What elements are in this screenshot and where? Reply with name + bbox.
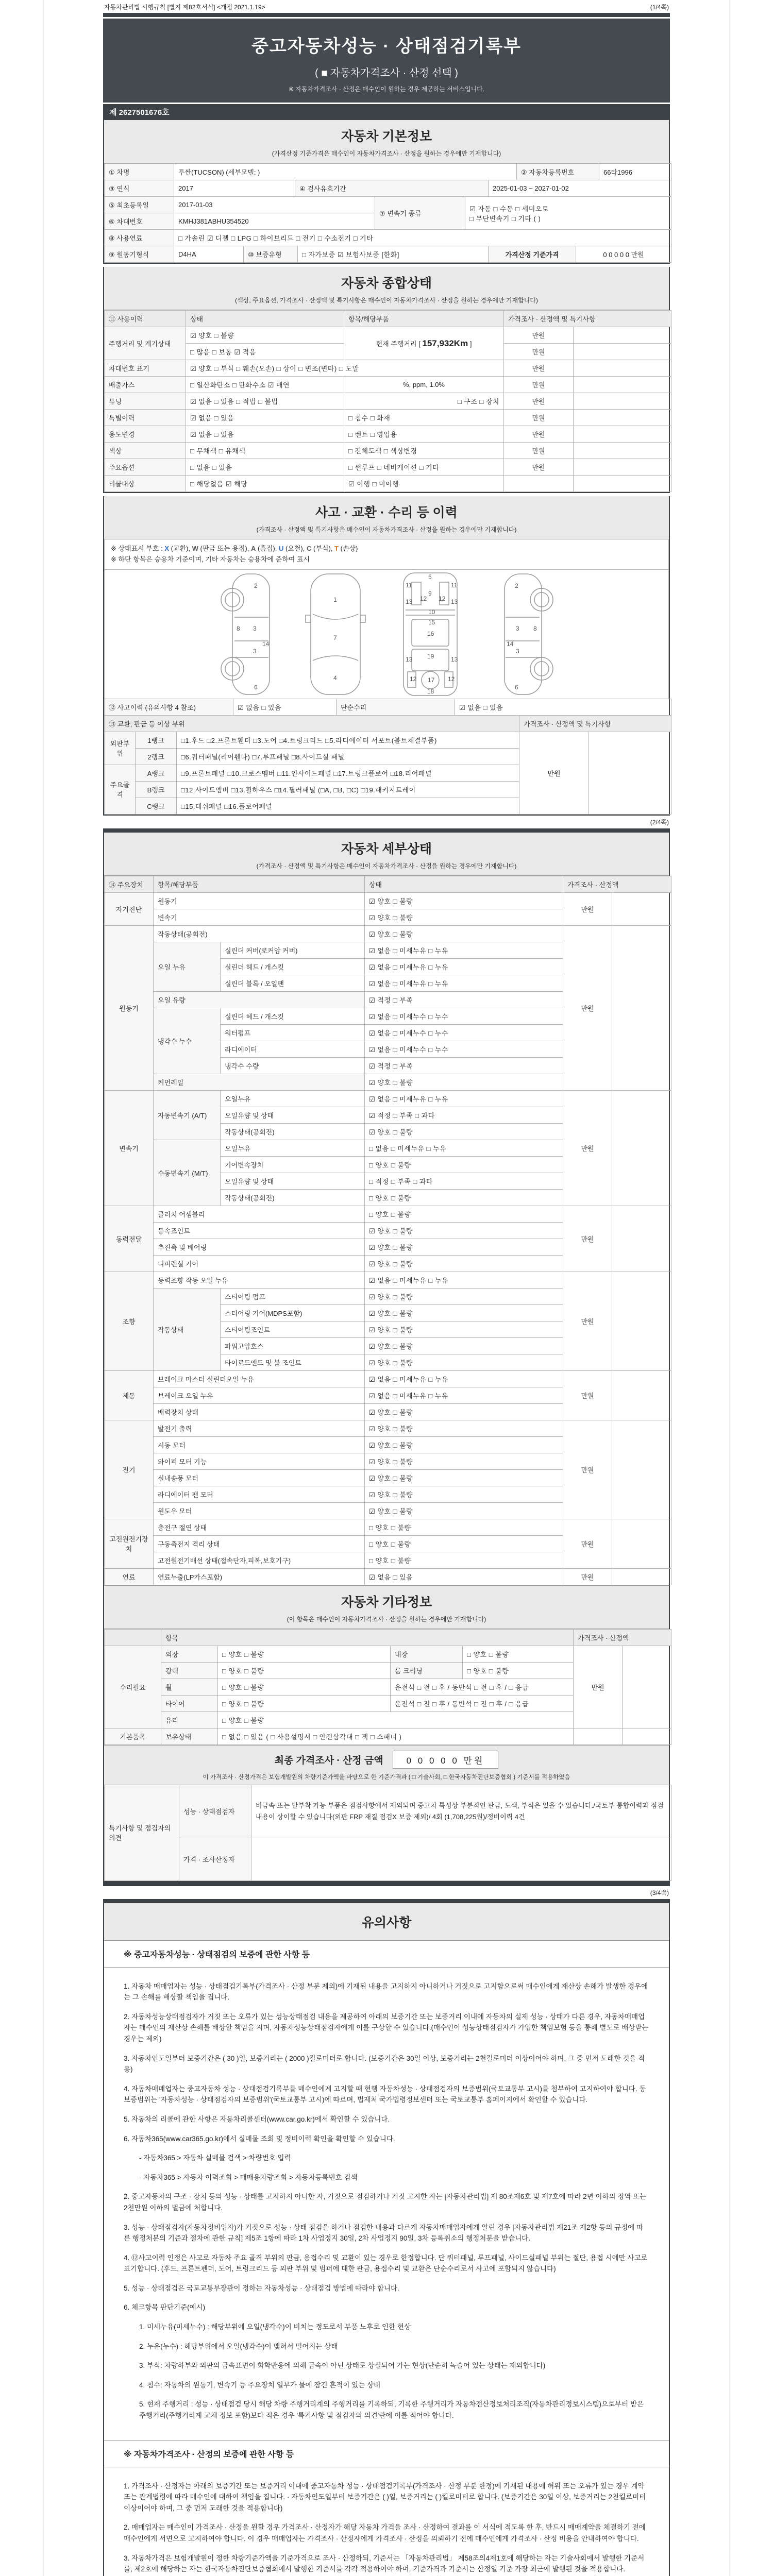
accident-history-label: ⑫ 사고이력 (유의사항 4 참조) bbox=[105, 699, 233, 715]
svg-text:7: 7 bbox=[333, 634, 337, 641]
notice-subitem: 3. 부식: 차량하부와 외판의 금속표면이 화학반응에 의해 금속이 아닌 상태로 상실되어 가는 현상(단순히 녹슬어 있는 상태는 제외합니다) bbox=[139, 2362, 546, 2370]
notice-section bbox=[103, 1903, 670, 2576]
svg-text:1: 1 bbox=[333, 596, 337, 603]
vin-mark-checkboxes[interactable]: ☑ 양호 □ 부식 □ 훼손(오손) □ 상이 □ 변조(변타) □ 도말 bbox=[186, 360, 504, 377]
svg-text:5: 5 bbox=[428, 573, 432, 581]
col-detail-item: 항목/해당부품 bbox=[154, 876, 365, 892]
basic-items-checkboxes[interactable]: □ 없음 □ 있음 ( □ 사용설명서 □ 안전삼각대 □ 잭 □ 스패너 ) bbox=[218, 1728, 574, 1744]
steering-group: 조향 bbox=[105, 1272, 154, 1370]
appraiser-label: 가격 · 조사산정자 bbox=[179, 1838, 251, 1880]
special-history-type-checkboxes[interactable]: □ 침수 □ 화재 bbox=[344, 410, 504, 426]
recall-checkboxes[interactable]: □ 해당없음 ☑ 해당 bbox=[186, 476, 344, 492]
detail-condition-table: ⑭ 주요장치 항목/해당부품 상태 가격조사 · 산정액 자기진단 원동기 ☑ 양호 □ 불량 만원 변속기 ☑ 양호 □ 불량 원동기 작동상태(공회전) ☑ 양호 □ 불량 만원 오일 누유 실린더 커버(로커암 커버) ☑ 없음 □ 미세누유 □ 누유 실린더 헤드 / 개스킷 ☑ 없음 □ 미세누유 □ 누유 실린더 블록 / 오일팬 ☑ 없음 □ 미세누유 □ 누유 오일 유량 ☑ 적정 □ 부족 냉각수 누수 실린더 헤드 / 개스킷 ☑ 없음 □ 미세누수 □ 누수 워터펌프 ☑ 없음 □ 미세누수 □ 누수 라디에이터 ☑ 없음 □ 미세누수 □ 누수 냉각수 수량 ☑ 적정 □ 부족 커먼레일 ☑ 양호 □ 불량 변속기 자동변속기 (A/T) 오일누유 ☑ 없음 □ 미세누유 □ 누유 만원 오일유량 및 상태 ☑ 적정 □ 부족 □ 과다 작동상태(공회전) ☑ 양호 □ 불량 수동변속기 (M/T) 오일누유 □ 없음 □ 미세누유 □ 누유 기어변속장치 □ 양호 □ 불량 오일유량 및 상태 □ 적정 □ 부족 □ 과다 작동상태(공회전) □ 양호 □ 불량 동력전달 클러치 어셈블리 □ 양호 □ 불량 만원 등속죠인트 ☑ 양호 □ 불량 추진축 및 베어링 ☑ 양호 □ 불량 디퍼렌셜 기어 ☑ 양호 □ 불량 조향 동력조향 작동 오일 누유 ☑ 없음 □ 미세누유 □ 누유 만원 작동상태 스티어링 펌프 ☑ 양호 □ 불량 스티어링 기어(MDPS포함) ☑ 양호 □ 불량 스티어링조인트 ☑ 양호 □ 불량 파워고압호스 ☑ 양호 □ 불량 타이로드엔드 및 볼 조인트 ☑ 양호 □ 불량 제동 브레이크 마스터 실린더오일 누유 ☑ 없음 □ 미세누유 □ 누유 만원 브레이크 오일 누유 ☑ 없음 □ 미세누유 □ 누유 배력장치 상태 ☑ 양호 □ 불량 전기 발전기 출력 ☑ 양호 □ 불량 만원 시동 모터 ☑ 양호 □ 불량 와이퍼 모터 기능 ☑ 양호 □ 불량 실내송풍 모터 ☑ 양호 □ 불량 라디에이터 팬 모터 ☑ 양호 □ 불량 윈도우 모터 ☑ 양호 □ 불량 고전원전기장치 충전구 절연 상태 □ 양호 □ 불량 만원 구동축전지 격리 상태 □ 양호 □ 불량 고전원전기배선 상태(접속단자,피복,보호기구) □ 양호 □ 불량 연료 연료누출(LP가스포함) ☑ 없음 □ 있음 만원 bbox=[104, 876, 671, 1585]
overall-condition-table: ⑪ 사용이력 상태 항목/해당부품 가격조사 · 산정액 및 특기사항 주행거리 및 계기상태 ☑ 양호 □ 불량 현재 주행거리 [ 157,932Km ] 만원 □ 많음 □ 보통 ☑ 적음 만원 차대번호 표기 ☑ 양호 □ 부식 □ 훼손(오손) □ 상이 □ 변조(변타) □ 도말 만원 배출가스 □ 일산화탄소 □ 탄화수소 ☑ 매연 %, ppm, 1.0% 만원 튜닝 ☑ 없음 □ 있음 □ 적법 □ 불법 □ 구조 □ 장치 만원 특별이력 ☑ 없음 □ 있음 □ 침수 □ 화재 만원 용도변경 ☑ 없음 □ 있음 □ 렌트 □ 영업용 만원 색상 □ 무채색 □ 유채색 □ 전체도색 □ 색상변경 만원 주요옵션 □ 없음 □ 있음 □ 썬루프 □ 네비게이션 □ 기타 만원 리콜대상 □ 해당없음 ☑ 해당 ☑ 이행 □ 미이행 bbox=[104, 310, 671, 492]
svg-text:12: 12 bbox=[410, 675, 417, 683]
main-frame-group-label: 주요골격 bbox=[105, 765, 136, 814]
detail-subheader: (가격조사 · 산정액 및 특기사항은 매수인이 자동차가격조사 · 산정을 원하는 경우에만 기재합니다) bbox=[256, 862, 517, 870]
col-state: 상태 bbox=[186, 311, 344, 327]
rankA-checkboxes[interactable]: □9.프론트패널 □10.크로스멤버 □11.인사이드패널 □17.트렁크플로어 □18.리어패널 bbox=[177, 765, 519, 781]
mileage-amount-1: 만원 bbox=[504, 327, 574, 344]
svg-text:6: 6 bbox=[515, 683, 518, 691]
overall-header: 자동차 종합상태 bbox=[341, 276, 432, 291]
svg-text:3: 3 bbox=[516, 624, 519, 632]
basic-info-subheader: (가격산정 기준가격은 매수인이 자동차가격조사 · 산정을 원하는 경우에만 기재합니다) bbox=[272, 150, 501, 157]
svg-text:8: 8 bbox=[533, 624, 537, 632]
overall-condition-section bbox=[103, 267, 670, 493]
etc-subheader: (이 항목은 매수인이 자동차가격조사 · 산정을 원하는 경우에만 기재합니다) bbox=[287, 1615, 486, 1623]
svg-text:9: 9 bbox=[428, 589, 432, 597]
notice-item: 5. 성능 · 상태점검은 국토교통부장관이 정하는 자동차성능 · 상태점검 방법에 따라야 합니다. bbox=[124, 2284, 399, 2292]
svg-text:19: 19 bbox=[427, 652, 434, 660]
accident-history-checkboxes[interactable]: ☑ 없음 □ 있음 bbox=[233, 699, 337, 715]
wheel-position-checkboxes[interactable]: 운전석 □ 전 □ 후 / 동반석 □ 전 □ 후 / □ 응급 bbox=[391, 1679, 574, 1695]
fuel-type-checkboxes[interactable]: □ 가솔린 ☑ 디젤 □ LPG □ 하이브리드 □ 전기 □ 수소전기 □ 기타 bbox=[174, 230, 671, 246]
svg-text:8: 8 bbox=[237, 624, 240, 632]
svg-text:12: 12 bbox=[420, 595, 427, 602]
special-history-checkboxes[interactable]: ☑ 없음 □ 있음 bbox=[186, 410, 344, 426]
svg-text:3: 3 bbox=[516, 647, 519, 655]
svg-text:16: 16 bbox=[427, 630, 434, 637]
engine-model-value: D4HA bbox=[174, 246, 244, 263]
model-year-label: ③ 연식 bbox=[105, 180, 174, 197]
svg-text:15: 15 bbox=[428, 618, 435, 626]
etc-info-table: 항목 가격조사 · 산정액 수리필요 외장 □ 양호 □ 불량 내장 □ 양호 □ 불량 만원 광택 □ 양호 □ 불량 룸 크리닝 □ 양호 □ 불량 휠 □ 양호 □ 불량 운전석 □ 전 □ 후 / 동반석 □ 전 □ 후 / □ 응급 타이어 □ 양호 □ 불량 운전석 □ 전 □ 후 / 동반석 □ 전 □ 후 / □ 응급 유리 □ 양호 □ 불량 기본품목 보유상태 □ 없음 □ 있음 ( □ 사용설명서 □ 안전삼각대 □ 잭 □ 스패너 ) bbox=[104, 1629, 671, 1745]
emission-values: %, ppm, 1.0% bbox=[344, 377, 504, 393]
wheel-checkboxes[interactable]: □ 양호 □ 불량 bbox=[218, 1679, 391, 1695]
lower-item-note: ※ 하단 항목은 승용차 기준이며, 기타 자동차는 승용차에 준하여 표시 bbox=[111, 555, 310, 563]
electrical-group: 전기 bbox=[105, 1420, 154, 1519]
accident-history-row bbox=[104, 699, 671, 716]
notice-item: 6. 체크항목 판단기준(예시) bbox=[124, 2303, 206, 2312]
overall-subheader: (색상, 주요옵션, 가격조사 · 산정액 및 특기사항은 매수인이 자동차가격조사 · 산정을 원하는 경우에만 기재합니다) bbox=[235, 297, 538, 304]
basic-info-header: 자동차 기본정보 bbox=[341, 129, 432, 144]
svg-text:12: 12 bbox=[448, 675, 455, 683]
notice-s3-body bbox=[104, 2467, 669, 2576]
detail-header: 자동차 세부상태 bbox=[341, 841, 432, 856]
notice-item: 1. 가격조사 · 산정자는 아래의 보증기간 또는 보증거리 이내에 중고자동차 성능 · 상태점검기록부(가격조사 · 산정 부분 한정)에 기재된 내용에 허위 또는 오류가 있는 경우 계약 또는 관계법령에 따라 매수인에 대하여 책임을 집니다. · 자동차인도일부터 보증기간은 ( )일, 보증거리는 ( )킬로미터로 합니다. (보증기간은 30일 이상, 보증거리는 2천킬로미터 이상이어야 하며, 그 중 먼저 도래한 것을 적용합니다) bbox=[124, 2482, 646, 2512]
tire-position-checkboxes[interactable]: 운전석 □ 전 □ 후 / 동반석 □ 전 □ 후 / □ 응급 bbox=[391, 1695, 574, 1711]
svg-text:12: 12 bbox=[439, 595, 446, 602]
car-diagram-svg bbox=[105, 570, 671, 699]
col-usage-history: ⑪ 사용이력 bbox=[105, 311, 186, 327]
rankB-checkboxes[interactable]: □12.사이드멤버 □13.휠하우스 □14.필러패널 (□A, □B, □C) □19.패키지트레이 bbox=[177, 781, 519, 798]
notice-item: 3. 자동차가격은 보험개발원이 정한 차량기준가액을 기준가격으로 조사 · 산정하되, 기준서는 「자동차관리법」 제58조의4제1호에 해당하는 자는 기술사회에서 발행한 기준서를, 제2호에 해당하는 자는 한국자동차진단보증협회에서 발행한 기준서를 각각 적용하여야 하며, 기준가격과 기준서는 산정일 기준 가장 최근에 발행된 것을 적용합니다. bbox=[124, 2554, 645, 2573]
transmission-type-label: ⑦ 변속기 종류 bbox=[375, 197, 465, 230]
svg-text:6: 6 bbox=[254, 683, 258, 691]
highvoltage-group: 고전원전기장치 bbox=[105, 1519, 154, 1568]
warranty-type-label: ⑩ 보증유형 bbox=[244, 246, 298, 263]
panel-exchange-table bbox=[104, 715, 671, 815]
svg-text:11: 11 bbox=[451, 581, 458, 589]
first-reg-value: 2017-01-03 bbox=[174, 197, 375, 213]
selfdiag-engine-checkboxes[interactable]: ☑ 양호 □ 불량 bbox=[365, 892, 563, 909]
svg-text:14: 14 bbox=[262, 640, 270, 648]
notice-item: 1. 자동차 매매업자는 성능 · 상태점검기록부(가격조사 · 산정 부분 제외)에 기재된 내용을 고지하지 아니하거나 거짓으로 고지함으로써 매수인에게 재산상 손해가 발생한 경우에는 그 손해를 배상할 책임을 집니다. bbox=[124, 1982, 648, 2002]
panel-head-right: 가격조사 · 산정액 및 특기사항 bbox=[519, 715, 671, 732]
remarks-label: 특기사항 및 점검자의 의견 bbox=[105, 1785, 179, 1880]
notice-title: 유의사항 bbox=[361, 1915, 412, 1930]
basic-info-table bbox=[104, 163, 671, 180]
selfdiag-trans-checkboxes[interactable]: ☑ 양호 □ 불량 bbox=[365, 909, 563, 925]
tire-checkboxes[interactable]: □ 양호 □ 불량 bbox=[218, 1695, 391, 1711]
svg-text:3: 3 bbox=[253, 624, 257, 632]
page-marker-1: (1/4쪽) bbox=[650, 4, 669, 11]
accident-history-section bbox=[103, 496, 670, 816]
code-c: C bbox=[307, 545, 312, 552]
current-mileage: 현재 주행거리 [ 157,932Km ] bbox=[344, 327, 504, 360]
notice-item: 2. 중고자동차의 구조 · 장치 등의 성능 · 상태를 고지하지 아니한 자, 거짓으로 점검하거나 거짓 고지한 자는 [자동차관리법] 제 80조제6호 및 제7호에 따라 2년 이하의 징역 또는 2천만원 이하의 벌금에 처합니다. bbox=[124, 2193, 647, 2212]
commonrail-sub: 커먼레일 bbox=[154, 1074, 365, 1090]
code-u: U bbox=[278, 545, 284, 552]
engine-group: 원동기 bbox=[105, 925, 154, 1090]
repair-needed-group: 수리필요 bbox=[105, 1646, 161, 1728]
outer-panel-group-label: 외판부위 bbox=[105, 732, 136, 765]
svg-text:18: 18 bbox=[427, 687, 434, 695]
rank2-checkboxes[interactable]: □6.쿼터패널(리어휀다) □7.루프패널 □8.사이드실 패널 bbox=[177, 748, 519, 765]
base-price-label: 가격산정 기준가격 bbox=[489, 246, 576, 263]
transmission-type-checkboxes[interactable]: ☑ 자동 □ 수동 □ 세미오토 □ 무단변속기 □ 기타 ( ) bbox=[465, 197, 671, 230]
glass-checkboxes[interactable]: □ 양호 □ 불량 bbox=[218, 1711, 574, 1728]
vin-label: ⑥ 차대번호 bbox=[105, 213, 174, 230]
simple-repair-checkboxes[interactable]: ☑ 없음 □ 있음 bbox=[455, 699, 671, 715]
rank2-label: 2랭크 bbox=[136, 748, 177, 765]
basic-items-group: 기본품목 bbox=[105, 1728, 161, 1744]
mt-sub: 수동변속기 (M/T) bbox=[154, 1140, 221, 1206]
polish-checkboxes[interactable]: □ 양호 □ 불량 bbox=[218, 1662, 391, 1679]
svg-text:14: 14 bbox=[507, 640, 514, 648]
notice-item: 2. 매매업자는 매수인이 가격조사 · 산정을 원할 경우 가격조사 · 산정자가 해당 자동차 가격을 조사 · 산정하여 결과를 이 서식에 적도록 한 후, 반드시 매매계약을 체결하기 전에 매수인에게 서면으로 고지하여야 합니다. 이 경우 매매업자는 가격조사 · 산정자에게 가격조사 · 산정을 의뢰하기 전에 매수인에게 가격조사 · 산정 비용을 안내하여야 합니다. bbox=[124, 2523, 646, 2543]
first-reg-label: ⑤ 최초등록일 bbox=[105, 197, 174, 213]
notice-item: 4. 자동차매매업자는 중고자동차 성능 · 상태점검기록부를 매수인에게 고지할 때 현행 자동차성능 · 상태점검자의 보증범위(국토교통부 고시)를 첨부하여 고지하여야 합니다. 동 보증범위는 '자동차성능 · 상태점검자의 보증범위'(국토교통부 고시)에 따르며, 법제처 국가법령정보센터 또는 국토교통부 홈페이지에서 확인할 수 있습니다. bbox=[124, 2084, 646, 2104]
document-title-box bbox=[103, 19, 670, 103]
at-sub: 자동변속기 (A/T) bbox=[154, 1090, 221, 1140]
final-price-band bbox=[104, 1745, 669, 1785]
options-checkboxes[interactable]: □ 없음 □ 있음 bbox=[186, 459, 344, 476]
inspector-remarks: 비금속 또는 탈부착 가능 부품은 점검사항에서 제외되며 중고차 특성상 부분적인 판금, 도색, 부식은 있을 수 있습니다./국토부 통합이력과 점검내용이 상이할 수 있습니다(외판 FRP 재질 점검X 보증 제외)/ 4회 (1,708,225원)/정비이력 4건 bbox=[251, 1785, 671, 1838]
car-name-value: 투싼(TUCSON) (세부모델: ) bbox=[174, 164, 517, 180]
panel-amount: 만원 bbox=[519, 732, 589, 814]
oil-leak-sub: 오일 누유 bbox=[154, 942, 221, 991]
vin-mark-label: 차대번호 표기 bbox=[105, 360, 186, 377]
options-type-checkboxes[interactable]: □ 썬루프 □ 네비게이션 □ 기타 bbox=[344, 459, 504, 476]
tuning-checkboxes[interactable]: ☑ 없음 □ 있음 □ 적법 □ 불법 bbox=[186, 393, 344, 410]
etc-header: 자동차 기타정보 bbox=[341, 1595, 432, 1609]
svg-text:13: 13 bbox=[406, 655, 413, 663]
accident-header: 사고 · 교환 · 수리 등 이력 bbox=[315, 505, 458, 520]
simple-repair-label: 단순수리 bbox=[337, 699, 455, 715]
col-item: 항목/해당부품 bbox=[344, 311, 504, 327]
exterior-checkboxes[interactable]: □ 양호 □ 불량 bbox=[218, 1646, 391, 1662]
notice-subitem: 5. 현재 주행거리 : 성능 · 상태점검 당시 해당 차량 주행거리계의 주행거리를 기록하되, 기록한 주행거리가 자동차전산정보처리조직(자동차관리정보시스템)으로부터 받은 주행거리(주행거리계 교체 정보 포함)보다 적은 경우 '특기사항 및 점검자의 의견'란에 이를 적어야 합니다. bbox=[139, 2400, 644, 2420]
notice-item: 3. 성능 · 상태점검자(자동차정비업자)가 거짓으로 성능 · 상태 점검을 하거나 점검한 내용과 다르게 자동차매매업자에게 알린 경우 [자동차관리법 제21조 제2항 등의 규정에 따른 행정처분의 기준과 절차에 관한 규칙] 제5조 1항에 따라 1차 사업정지 30일, 2차 사업정지 90일, 3차 등록취소의 행정처분을 받습니다. bbox=[124, 2223, 644, 2243]
notice-item: 4. ⑫사고이력 인정은 사고로 자동차 주요 골격 부위의 판금, 용접수리 및 교환이 있는 경우로 한정합니다. 단 쿼터패널, 루프패널, 사이드실패널 부위는 절단, 용접 시에만 사고로 표기합니다. (후드, 프론트펜더, 도어, 트렁크리드 등 외판 부위 및 범퍼에 대한 판금, 용접수리 및 교환은 단순수리로서 사고에 포함되지 않습니다) bbox=[124, 2253, 648, 2273]
svg-text:13: 13 bbox=[406, 598, 413, 605]
emission-checkboxes[interactable]: □ 일산화탄소 □ 탄화수소 ☑ 매연 bbox=[186, 377, 344, 393]
accident-subheader: (가격조사 · 산정액 및 특기사항은 매수인이 자동차가격조사 · 산정을 원하는 경우에만 기재합니다) bbox=[256, 526, 517, 533]
oil-volume-sub: 오일 유량 bbox=[154, 991, 365, 1008]
svg-text:2: 2 bbox=[254, 582, 258, 589]
mileage-value: 157,932Km bbox=[422, 338, 468, 348]
svg-text:2: 2 bbox=[515, 582, 518, 589]
document-number: 제 2627501676호 bbox=[103, 104, 670, 120]
title-top-bar bbox=[103, 13, 670, 17]
svg-text:13: 13 bbox=[451, 655, 458, 663]
special-history-label: 특별이력 bbox=[105, 410, 186, 426]
notice-s1-body bbox=[104, 1968, 669, 2440]
svg-text:4: 4 bbox=[333, 674, 337, 682]
final-price-label: 최종 가격조사 · 산정 금액 bbox=[274, 1755, 383, 1766]
steering-op-sub: 작동상태 bbox=[154, 1288, 221, 1370]
mileage-level-checkboxes[interactable]: □ 많음 □ 보통 ☑ 적음 bbox=[186, 344, 344, 360]
svg-text:17: 17 bbox=[428, 676, 435, 684]
mileage-amount-2: 만원 bbox=[504, 344, 574, 360]
notice-item: 3. 자동차인도일부터 보증기간은 ( 30 )일, 보증거리는 ( 2000 )킬로미터로 합니다. (보증기간은 30일 이상, 보증거리는 2천킬로미터 이상이어야 하며, 그 중 먼저 도래한 것을 적용) bbox=[124, 2054, 645, 2074]
car-name-label: ① 차명 bbox=[105, 164, 174, 180]
color-change-checkboxes[interactable]: □ 전체도색 □ 색상변경 bbox=[344, 443, 504, 459]
inspector-label: 성능 · 상태점검자 bbox=[179, 1785, 251, 1838]
usage-change-checkboxes[interactable]: ☑ 없음 □ 있음 bbox=[186, 426, 344, 443]
color-label: 색상 bbox=[105, 443, 186, 459]
notice-item: 2. 자동차성능상태점검자가 거짓 또는 오류가 있는 성능상태점검 내용을 제공하여 아래의 보증기간 또는 보증거리 이내에 자동차의 실제 성능 · 상태가 다른 경우, 자동차매매업자는 매수인의 재산상 손해를 배상할 책임을 지며, 자동차성능상태점검자에게 이를 구상할 수 있습니다.(매수인이 성능상태점검자가 가입한 책임보험 등을 통해 별도로 배상받는 경우는 제외) bbox=[124, 2012, 649, 2043]
notice-subitem: - 자동차365 > 자동차 이력조회 > 매매용차량조회 > 자동차등록번호 검색 bbox=[139, 2173, 358, 2181]
col-major-device: ⑭ 주요장치 bbox=[105, 876, 154, 892]
engine-model-label: ⑨ 원동기형식 bbox=[105, 246, 174, 263]
svg-text:11: 11 bbox=[406, 581, 412, 589]
car-damage-diagram bbox=[104, 570, 669, 699]
notice-subitem: - 자동차365 > 자동차 실매물 검색 > 차량번호 입력 bbox=[139, 2154, 291, 2162]
final-price-value: 0 0 0 0 0 만원 bbox=[393, 1751, 499, 1769]
model-year-value: 2017 bbox=[174, 180, 295, 197]
emission-label: 배출가스 bbox=[105, 377, 186, 393]
mileage-state-checkboxes[interactable]: ☑ 양호 □ 불량 bbox=[186, 327, 344, 344]
tuning-label: 튜닝 bbox=[105, 393, 186, 410]
reg-no-label: ② 자동차등록번호 bbox=[517, 164, 599, 180]
basic-info-section bbox=[103, 120, 670, 264]
engine-idle-checkboxes[interactable]: ☑ 양호 □ 불량 bbox=[365, 925, 563, 942]
notice-item: 6. 자동차365(www.car365.go.kr)에서 실매물 조회 및 정비이력 확인을 확인할 수 있습니다. bbox=[124, 2134, 395, 2143]
usage-change-type-checkboxes[interactable]: □ 렌트 □ 영업용 bbox=[344, 426, 504, 443]
fuel-type-label: ⑧ 사용연료 bbox=[105, 230, 174, 246]
svg-text:3: 3 bbox=[253, 647, 257, 655]
inspection-validity-label: ④ 검사유효기간 bbox=[295, 180, 489, 197]
rankA-label: A랭크 bbox=[136, 765, 177, 781]
rank1-checkboxes[interactable]: □1.후드 □2.프론트휀더 □3.도어 □4.트렁크리드 □5.라디에이터 서포트(볼트체결부품) bbox=[177, 732, 519, 748]
vin-value: KMHJ381ABHU354520 bbox=[174, 213, 375, 230]
code-a: A bbox=[250, 545, 256, 552]
col-detail-price: 가격조사 · 산정액 bbox=[563, 876, 671, 892]
law-reference: 자동차관리법 시행규칙 [별지 제82호서식] <개정 2021.1.19> bbox=[104, 4, 265, 11]
rank1-label: 1랭크 bbox=[136, 732, 177, 748]
notice-s1-title: ※ 중고자동차성능 · 상태점검의 보증에 관한 사항 등 bbox=[104, 1941, 669, 1968]
final-price-note: 이 가격조사 · 산정가격은 보험개발원의 차량기준가액을 바탕으로 한 기준가격과 ( □ 기술사회, □ 한국자동차진단보증협회 ) 기준서를 적용하였음 bbox=[203, 1774, 570, 1781]
svg-text:13: 13 bbox=[451, 598, 458, 605]
document-subtitle: ( ■ 자동차가격조사 · 산정 선택 ) bbox=[315, 67, 458, 79]
options-label: 주요옵션 bbox=[105, 459, 186, 476]
transmission-group: 변속기 bbox=[105, 1090, 154, 1206]
color-checkboxes[interactable]: □ 무채색 □ 유채색 bbox=[186, 443, 344, 459]
code-w: W bbox=[192, 545, 198, 552]
warranty-type-checkboxes[interactable]: □ 자가보증 ☑ 보험사보증 [한화] bbox=[298, 246, 489, 263]
recall-label: 리콜대상 bbox=[105, 476, 186, 492]
document-sheet bbox=[43, 0, 730, 2576]
col-detail-state: 상태 bbox=[365, 876, 563, 892]
rankC-checkboxes[interactable]: □15.대쉬패널 □16.플로어패널 bbox=[177, 798, 519, 814]
fuel-group: 연료 bbox=[105, 1568, 154, 1585]
room-cleaning-checkboxes[interactable]: □ 양호 □ 불량 bbox=[463, 1662, 574, 1679]
document-title: 중고자동차성능 · 상태점검기록부 bbox=[251, 37, 522, 56]
rankB-label: B랭크 bbox=[136, 781, 177, 798]
rankC-label: C랭크 bbox=[136, 798, 177, 814]
page-marker-3: (3/4쪽) bbox=[650, 1889, 669, 1896]
code-t: T bbox=[334, 545, 339, 552]
remarks-table bbox=[104, 1785, 671, 1881]
document-title-note: ※ 자동차가격조사 · 산정은 매수인이 원하는 경우 제공하는 서비스입니다. bbox=[288, 86, 485, 93]
state-code-legend: ※ 상태표시 부호 : X (교환), W (판금 또는 용접), A (흠집), U (요철), C (부식), T (손상) ※ 하단 항목은 승용차 기준이며, 기타 자동차는 승용차에 준하여 표시 bbox=[104, 539, 669, 570]
panel-head-left: ⑬ 교환, 판금 등 이상 부위 bbox=[105, 715, 519, 732]
reg-no-value: 66라1996 bbox=[599, 164, 671, 180]
powertrain-group: 동력전달 bbox=[105, 1206, 154, 1272]
tuning-type-checkboxes[interactable]: □ 구조 □ 장치 bbox=[344, 393, 504, 410]
interior-checkboxes[interactable]: □ 양호 □ 불량 bbox=[463, 1646, 574, 1662]
notice-item: 5. 자동차의 리콜에 관한 사항은 자동차리콜센터(www.car.go.kr)에서 확인할 수 있습니다. bbox=[124, 2115, 390, 2123]
code-x: X bbox=[164, 545, 169, 552]
svg-text:10: 10 bbox=[428, 608, 435, 616]
base-price-value: 0 0 0 0 0 만원 bbox=[576, 246, 671, 263]
notice-subitem: 2. 누유(누수) : 해당부위에서 오일(냉각수)이 맺혀서 떨어지는 상태 bbox=[139, 2342, 338, 2350]
col-price-notes: 가격조사 · 산정액 및 특기사항 bbox=[504, 311, 671, 327]
inspection-validity-value: 2025-01-03 ~ 2027-01-02 bbox=[489, 180, 671, 197]
coolant-leak-sub: 냉각수 누수 bbox=[154, 1008, 221, 1074]
detail-condition-section bbox=[103, 833, 670, 1886]
brake-group: 제동 bbox=[105, 1370, 154, 1420]
etc-col-item: 항목 bbox=[161, 1629, 574, 1646]
recall-status-checkboxes[interactable]: ☑ 이행 □ 미이행 bbox=[344, 476, 504, 492]
notice-s3-title: ※ 자동차가격조사 · 산정의 보증에 관한 사항 등 bbox=[104, 2440, 669, 2467]
appraiser-remarks bbox=[251, 1838, 671, 1880]
usage-change-label: 용도변경 bbox=[105, 426, 186, 443]
selfdiag-group: 자기진단 bbox=[105, 892, 154, 925]
mileage-label: 주행거리 및 계기상태 bbox=[105, 327, 186, 360]
notice-subitem: 1. 미세누유(미세누수) : 해당부위에 오일(냉각수)이 비치는 정도로서 부품 노후로 인한 현상 bbox=[139, 2323, 411, 2331]
notice-subitem: 4. 침수: 자동차의 원동기, 변속기 등 주요장치 일부가 물에 잠긴 흔적이 있는 상태 bbox=[139, 2381, 381, 2389]
etc-col-amount: 가격조사 · 산정액 bbox=[574, 1629, 671, 1646]
page-marker-2: (2/4쪽) bbox=[650, 818, 669, 826]
